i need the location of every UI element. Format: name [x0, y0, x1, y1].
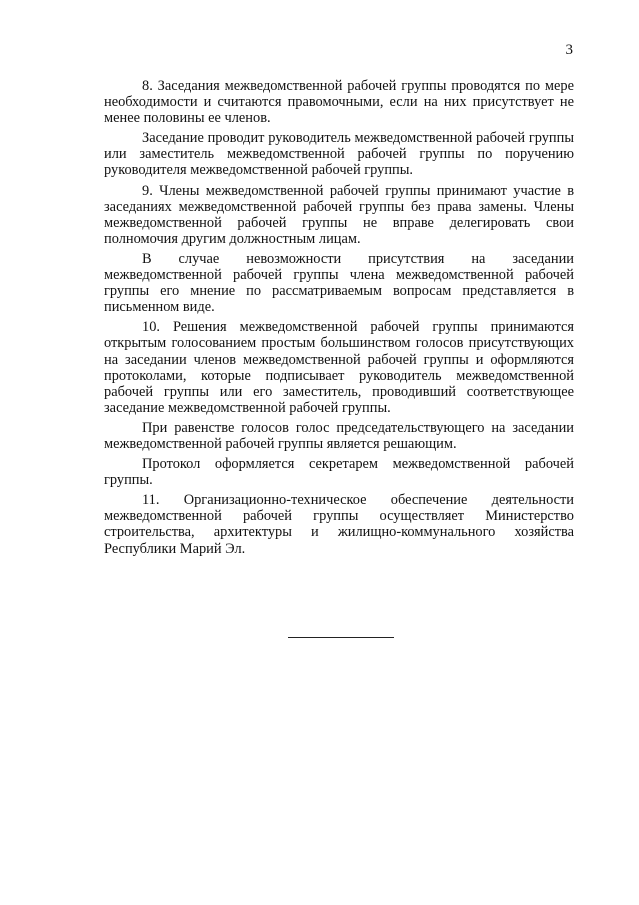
document-body [104, 78, 574, 561]
paragraph-absence-opinion: В случае невозможности присутствия на заседании межведомственной рабочей группы члена межведомственной рабочей группы его мнение по рассматриваемым вопросам представляется в письменном виде. [104, 250, 574, 316]
paragraph-8-meetings: 8. Заседания межведомственной рабочей группы проводятся по мере необходимости и считаются правомочными, если на них присутствует не менее половины ее членов. [104, 78, 574, 127]
end-of-document-rule [288, 637, 394, 638]
paragraph-11-support: 11. Организационно-техническое обеспечение деятельности межведомственной рабочей группы осуществляет Министерство строительства, архитектуры и жилищно-коммунального хозяйства Республики Марий Эл. [104, 492, 574, 557]
paragraph-9-members-participation: 9. Члены межведомственной рабочей группы принимают участие в заседаниях межведомственной рабочей группы без права замены. Члены межведомственной рабочей группы не вправе делегировать свои полномочия другим должностным лицам. [104, 182, 574, 247]
paragraph-tie-vote: При равенстве голосов голос председательствующего на заседании межведомственной рабочей группы является решающим. [104, 419, 574, 452]
page-number: 3 [565, 42, 573, 58]
paragraph-protocol-secretary: Протокол оформляется секретарем межведомственной рабочей группы. [104, 456, 574, 489]
paragraph-meeting-chair: Заседание проводит руководитель межведомственной рабочей группы или заместитель межведомственной рабочей группы по поручению руководителя межведомственной рабочей группы. [104, 130, 574, 179]
paragraph-10-decisions: 10. Решения межведомственной рабочей группы принимаются открытым голосованием простым большинством голосов присутствующих на заседании членов межведомственной рабочей группы и оформляются протоколами, которые подписывает руководитель межведомственной рабочей группы или его заместитель, проводивший соответствующее заседание межведомственной рабочей группы. [104, 319, 574, 416]
